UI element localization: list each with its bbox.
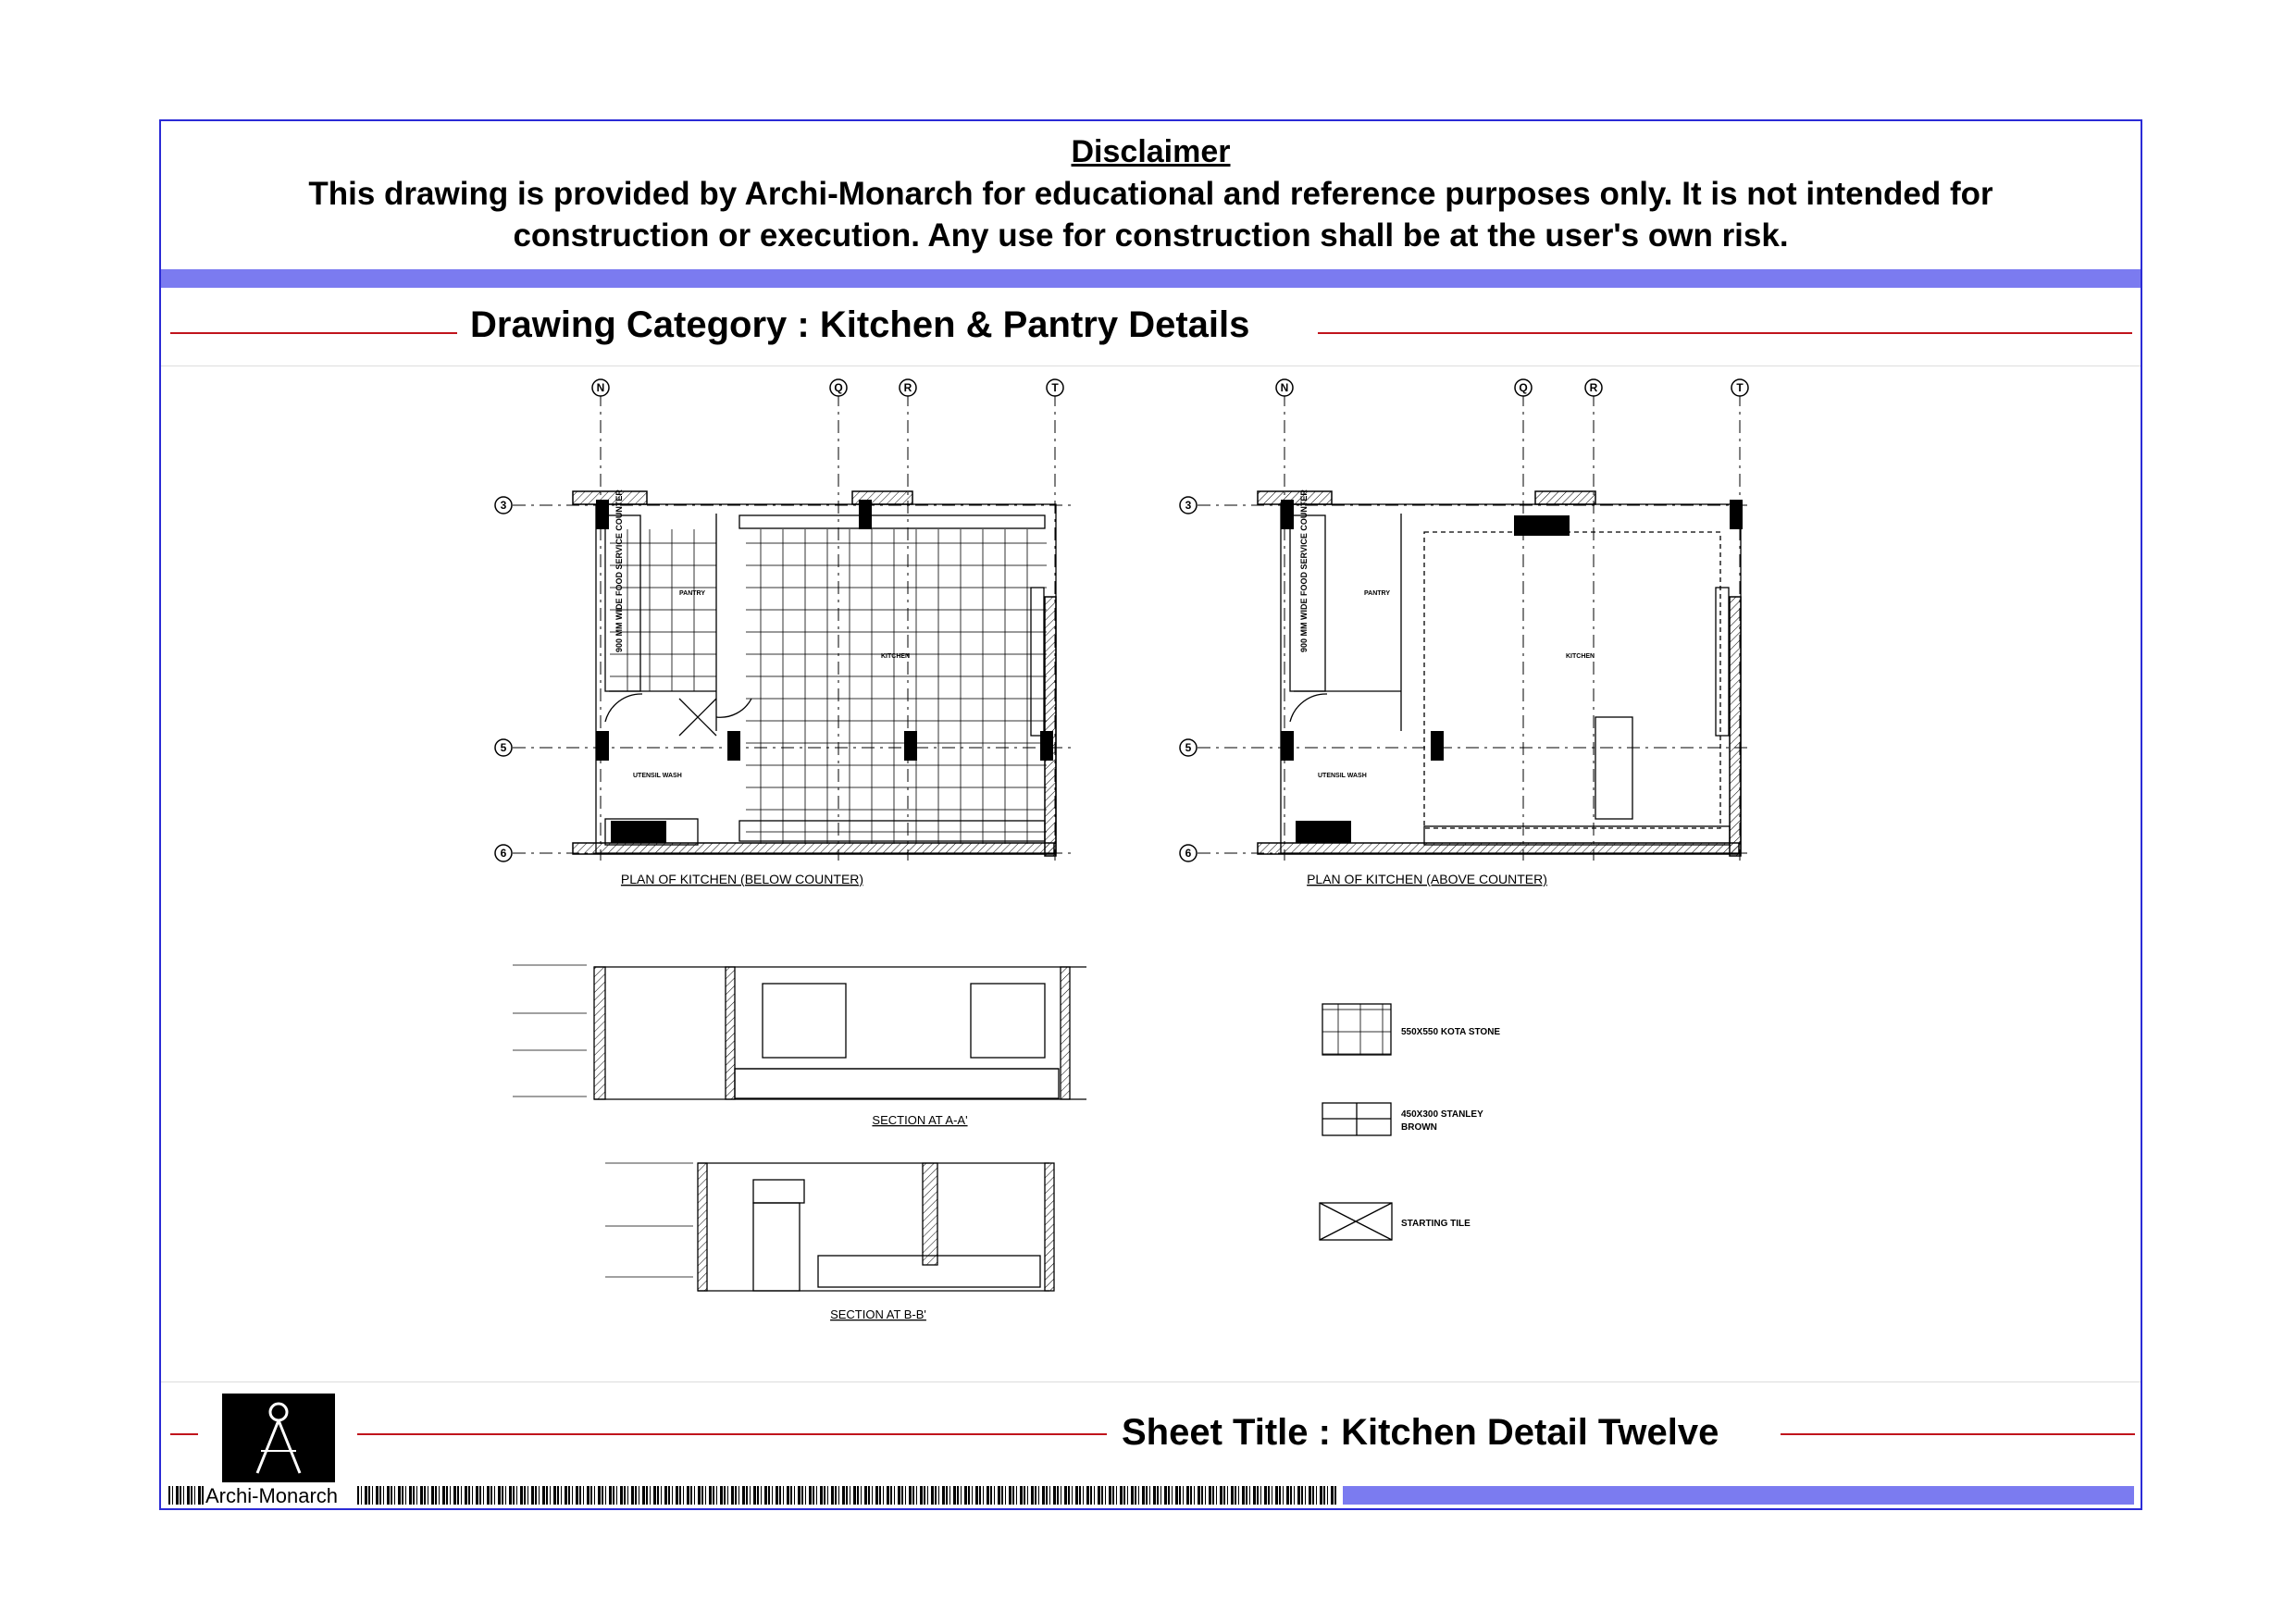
drawing-category: Drawing Category : Kitchen & Pantry Details <box>470 304 1250 345</box>
plan-above-counter <box>1180 379 1753 886</box>
section-b-title: SECTION AT B-B' <box>830 1307 926 1321</box>
legend-item-2a: 450X300 STANLEY <box>1401 1109 1483 1120</box>
section-b <box>605 1163 1054 1291</box>
grid-col-r: R <box>903 381 912 394</box>
barcode-strip-left <box>168 1486 204 1505</box>
footer-band <box>1343 1486 2134 1505</box>
plan-above-pantry-label: PANTRY <box>1364 590 1390 597</box>
barcode-strip <box>357 1486 1338 1505</box>
legend <box>1320 1004 1500 1240</box>
legend-stanley-swatch <box>1322 1103 1391 1135</box>
plan-below-counter-label: 900 MM WIDE FOOD SERVICE COUNTER <box>614 489 624 652</box>
section-a <box>513 965 1086 1099</box>
grid-col-n: N <box>596 381 605 394</box>
archi-monarch-logo <box>222 1394 335 1482</box>
plan-below-title: PLAN OF KITCHEN (BELOW COUNTER) <box>620 872 864 886</box>
compass-icon <box>222 1394 335 1482</box>
grid-row-5: 5 <box>500 741 507 754</box>
grid-row-6: 6 <box>500 847 507 860</box>
disclaimer-line-1: This drawing is provided by Archi-Monarch for educational and reference purposes only. It is not intended for <box>308 176 1993 212</box>
legend-item-3: STARTING TILE <box>1401 1219 1471 1229</box>
grid-col-t-2: T <box>1736 381 1744 394</box>
legend-item-2b: BROWN <box>1401 1122 1437 1133</box>
grid-col-q: Q <box>834 381 843 394</box>
footer <box>161 1381 2141 1511</box>
plan-above-title: PLAN OF KITCHEN (ABOVE COUNTER) <box>1307 872 1547 886</box>
drawing-sheet <box>159 119 2142 1510</box>
legend-kota-swatch <box>1322 1004 1391 1055</box>
plan-above-counter-label: 900 MM WIDE FOOD SERVICE COUNTER <box>1299 489 1309 652</box>
footer-rule-left <box>170 1433 198 1435</box>
legend-starting-tile-swatch <box>1320 1203 1392 1240</box>
grid-row-3-2: 3 <box>1185 499 1192 512</box>
plan-below-pantry-label: PANTRY <box>679 590 705 597</box>
disclaimer-title: Disclaimer <box>1071 134 1231 169</box>
grid-col-t: T <box>1051 381 1059 394</box>
section-a-title: SECTION AT A-A' <box>872 1113 968 1127</box>
grid-col-q-2: Q <box>1519 381 1528 394</box>
disclaimer-text <box>217 173 2085 256</box>
grid-col-n-2: N <box>1280 381 1289 394</box>
category-row <box>161 290 2141 366</box>
drawing-area <box>161 365 2141 1367</box>
disclaimer-line-2: construction or execution. Any use for construction shall be at the user's own risk. <box>513 217 1789 254</box>
grid-row-3: 3 <box>500 499 507 512</box>
grid-row-6-2: 6 <box>1185 847 1192 860</box>
grid-col-r-2: R <box>1589 381 1598 394</box>
plan-below-kitchen-label: KITCHEN <box>881 653 911 660</box>
disclaimer-block <box>161 121 2141 269</box>
rule-left <box>170 332 457 334</box>
legend-item-1: 550X550 KOTA STONE <box>1401 1027 1501 1037</box>
cad-drawing <box>161 365 2141 1367</box>
plan-below-counter <box>495 379 1073 886</box>
rule-right <box>1318 332 2132 334</box>
plan-above-kitchen-label: KITCHEN <box>1566 653 1595 660</box>
footer-rule-right <box>1781 1433 2135 1435</box>
plan-above-utensil-label: UTENSIL WASH <box>1318 773 1367 779</box>
sheet-title: Sheet Title : Kitchen Detail Twelve <box>1122 1412 1719 1453</box>
plan-below-utensil-label: UTENSIL WASH <box>633 773 682 779</box>
footer-rule-mid <box>357 1433 1107 1435</box>
grid-row-5-2: 5 <box>1185 741 1192 754</box>
header-band <box>161 269 2141 288</box>
brand-name: Archi-Monarch <box>205 1484 339 1507</box>
